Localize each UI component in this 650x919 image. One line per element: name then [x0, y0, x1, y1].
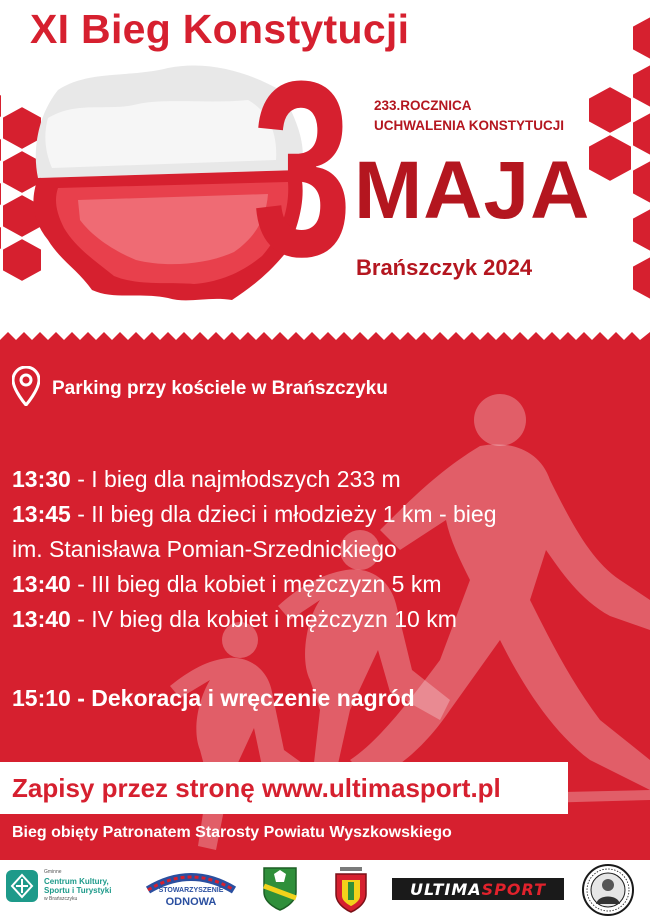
schedule-text: - I bieg dla najmłodszych 233 m — [70, 466, 401, 492]
schedule-item — [12, 532, 612, 567]
anniversary-line-2: UCHWALENIA KONSTYTUCJI — [374, 118, 565, 133]
logo-centrum-kultury — [6, 868, 111, 904]
event-title: XI Bieg Konstytucji — [30, 6, 410, 52]
signup-text: Zapisy przez stronę www.ultimasport.pl — [12, 772, 501, 803]
place-year: Brańszczyk 2024 — [356, 255, 533, 280]
patronage-text: Bieg obięty Patronatem Starosty Powiatu Wyszkowskiego — [12, 824, 452, 841]
sponsor-logos — [0, 860, 650, 919]
leaf-icon — [6, 870, 38, 902]
schedule-text: im. Stanisława Pomian-Srzednickiego — [12, 536, 397, 562]
info-section — [0, 340, 650, 860]
ck-line-2: Sportu i Turystyki — [44, 886, 112, 895]
odnowa-top-text: STOWARZYSZENIE — [158, 887, 224, 894]
race-schedule — [12, 462, 612, 637]
coat-of-arms-powiat-icon — [332, 866, 370, 914]
schedule-item — [12, 602, 612, 637]
sport-text: SPORT — [481, 879, 547, 899]
schedule-time: 13:45 — [12, 501, 71, 527]
anniversary-text — [374, 96, 564, 136]
schedule-item — [12, 462, 612, 497]
anniversary-line-1: 233.ROCZNICA — [374, 98, 472, 113]
ck-line-3: w Brańszczyku — [44, 896, 78, 902]
date-day-number: 3 — [252, 29, 348, 308]
odnowa-bottom-text: ODNOWA — [165, 896, 217, 908]
location — [12, 366, 388, 406]
location-pin-icon — [12, 366, 40, 406]
ultima-text: ULTIMA — [409, 879, 482, 899]
header-section — [0, 0, 650, 345]
location-text: Parking przy kościele w Brańszczyku — [52, 378, 388, 399]
schedule-text: - IV bieg dla kobiet i mężczyzn 10 km — [70, 606, 457, 632]
schedule-text: - II bieg dla dzieci i młodzieży 1 km - bieg — [70, 501, 497, 527]
schedule-time: 13:30 — [12, 466, 71, 492]
portrait-seal-icon — [582, 864, 634, 916]
schedule-time: 13:40 — [12, 606, 71, 632]
logo-ultimasport — [392, 878, 564, 900]
ck-line-1: Centrum Kultury, — [44, 877, 109, 886]
award-ceremony: 15:10 - Dekoracja i wręczenie nagród — [12, 685, 415, 711]
logo-stowarzyszenie-odnowa — [142, 870, 240, 910]
ck-line-0: Gminne — [44, 869, 62, 875]
schedule-item — [12, 497, 612, 532]
schedule-item — [12, 567, 612, 602]
signup-banner — [0, 762, 568, 814]
schedule-time: 13:40 — [12, 571, 71, 597]
date-month: MAJA — [354, 145, 591, 236]
schedule-text: - III bieg dla kobiet i mężczyzn 5 km — [70, 571, 442, 597]
coat-of-arms-gmina-icon — [262, 866, 298, 912]
hexagon-pattern-right — [586, 0, 650, 300]
